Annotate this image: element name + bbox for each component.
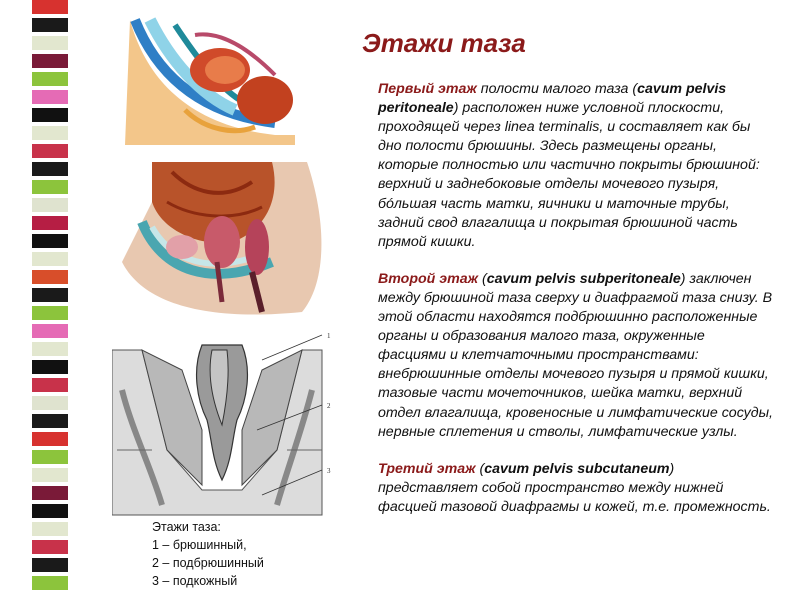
stripe-segment <box>32 216 68 230</box>
stripe-segment <box>32 54 68 68</box>
stripe-segment <box>32 234 68 248</box>
stripe-segment <box>32 90 68 104</box>
caption-line-1: 1 – брюшинный, <box>152 538 247 552</box>
stripe-segment <box>32 180 68 194</box>
caption-line-3: 3 – подкожный <box>152 574 238 588</box>
stripe-segment <box>32 504 68 518</box>
figure-label-2: 2 <box>327 402 331 410</box>
figure-caption <box>152 518 264 590</box>
stripe-segment <box>32 378 68 392</box>
stripe-segment <box>32 522 68 536</box>
stripe-segment <box>32 468 68 482</box>
floor-1-heading: Первый этаж <box>378 81 477 97</box>
stripe-segment <box>32 342 68 356</box>
stripe-segment <box>32 576 68 590</box>
caption-line-2: 2 – подбрюшинный <box>152 556 264 570</box>
stripe-segment <box>32 486 68 500</box>
stripe-segment <box>32 414 68 428</box>
stripe-segment <box>32 252 68 266</box>
paragraph-floor-2: Второй этаж (cavum pelvis subperitoneale) заключен между брюшиной таза сверху и диафрагмой таза снизу. В этой области находятся подбрюшинно расположенные органы и образования малого таза, окруженные фасциями и клетчаточными пространствами: внебрюшинные отделы мочевого пузыря и прямой кишки, тазовые части мочеточников, шейка матки, верхний отдел влагалища, кровеносные и лимфатические сосуды, нервные сплетения и стволы, лимфатические узлы. <box>378 270 773 440</box>
stripe-segment <box>32 396 68 410</box>
main-text <box>378 80 773 535</box>
stripe-segment <box>32 36 68 50</box>
stripe-segment <box>32 72 68 86</box>
decorative-stripe-bar <box>32 0 68 600</box>
pelvic-floors-diagram <box>112 330 337 520</box>
stripe-segment <box>32 432 68 446</box>
paragraph-floor-1: Первый этаж полости малого таза (cavum pelvis peritoneale) расположен ниже условной плоскости, проходящей через linea terminalis, и составляет как бы дно полости брюшины. Здесь размещены органы, которые полностью или частично покрыты брюшиной: верхний и заднебоковые отделы мочевого пузыря, бóльшая часть матки, яичники и маточные трубы, задний свод влагалища и покрытая брюшиной часть прямой кишки. <box>378 81 760 250</box>
stripe-segment <box>32 126 68 140</box>
stripe-segment <box>32 162 68 176</box>
figure-label-1: 1 <box>327 332 331 340</box>
figure-label-3: 3 <box>327 467 331 475</box>
stripe-segment <box>32 540 68 554</box>
stripe-segment <box>32 18 68 32</box>
page-title: Этажи таза <box>362 28 526 58</box>
stripe-segment <box>32 144 68 158</box>
paragraph-floor-3: Третий этаж (cavum pelvis subcutaneum) представляет собой пространство между нижней фасцией тазовой диафрагмы и кожей, т.е. промежность. <box>378 460 771 515</box>
stripe-segment <box>32 450 68 464</box>
stripe-segment <box>32 270 68 284</box>
stripe-segment <box>32 0 68 14</box>
stripe-segment <box>32 360 68 374</box>
floor-2-heading: Второй этаж <box>378 270 479 287</box>
stripe-segment <box>32 198 68 212</box>
floor-3-heading: Третий этаж <box>378 460 476 477</box>
stripe-segment <box>32 324 68 338</box>
stripe-segment <box>32 558 68 572</box>
sagittal-pelvis-illustration <box>125 15 295 145</box>
stripe-segment <box>32 306 68 320</box>
stripe-segment <box>32 288 68 302</box>
caption-title: Этажи таза: <box>152 520 221 534</box>
female-pelvis-illustration <box>122 162 332 322</box>
stripe-segment <box>32 108 68 122</box>
